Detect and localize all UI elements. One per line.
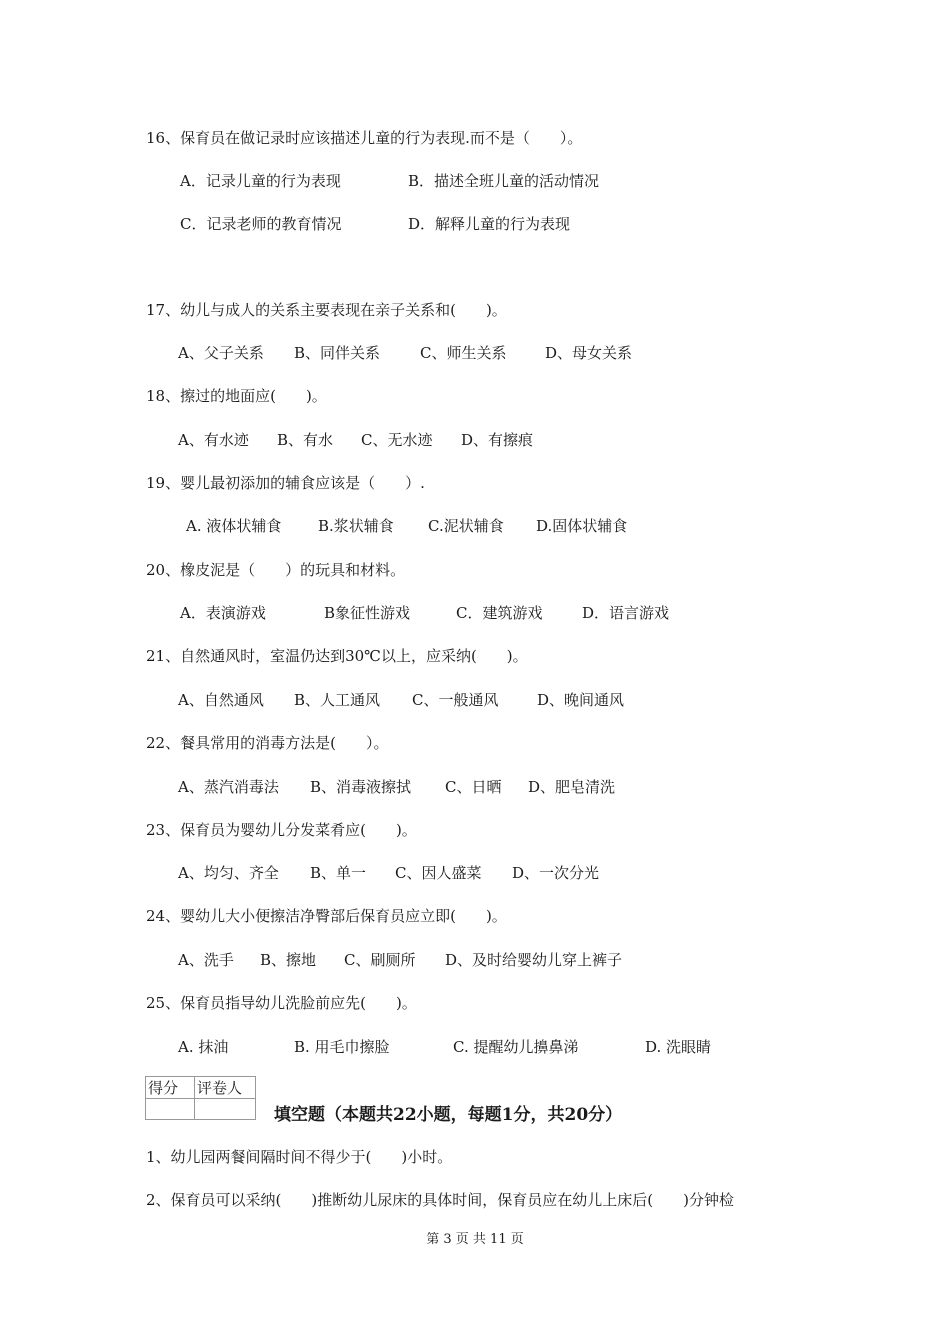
- option-b: B、有水: [277, 431, 334, 449]
- option-a: A、蒸汽消毒法: [178, 778, 279, 796]
- fill-question-1: 1、幼儿园两餐间隔时间不得少于( )小时。: [146, 1148, 453, 1166]
- question-23: 23、保育员为婴幼儿分发菜肴应( )。: [146, 821, 417, 839]
- option-b: B．描述全班儿童的活动情况: [408, 172, 600, 190]
- question-22: 22、餐具常用的消毒方法是( ）。: [146, 734, 389, 752]
- question-16-options-row-1: [180, 171, 780, 191]
- score-table: [145, 1076, 256, 1120]
- option-d: D. 洗眼睛: [645, 1038, 712, 1056]
- question-18-options: [178, 430, 778, 450]
- question-18: 18、擦过的地面应( )。: [146, 387, 327, 405]
- option-c: C、因人盛菜: [395, 864, 482, 882]
- option-d: D、肥皂清洗: [528, 778, 616, 796]
- question-21: 21、自然通风时，室温仍达到30℃以上，应采纳( )。: [146, 647, 528, 665]
- option-a: A、自然通风: [178, 691, 264, 709]
- option-c: C、日晒: [445, 778, 502, 796]
- option-c: C. 提醒幼儿擤鼻涕: [453, 1038, 579, 1056]
- score-cell[interactable]: [146, 1099, 195, 1120]
- question-17-options: [178, 343, 778, 363]
- option-b: B. 用毛巾擦脸: [294, 1038, 390, 1056]
- option-a: A、父子关系: [178, 344, 264, 362]
- option-a: A、洗手: [178, 951, 234, 969]
- question-19: 19、婴儿最初添加的辅食应该是（ ）.: [146, 474, 425, 492]
- grader-label: 评卷人: [195, 1077, 256, 1099]
- option-d: D．解释儿童的行为表现: [408, 215, 571, 233]
- question-16: 16、保育员在做记录时应该描述儿童的行为表现.而不是（ ）。: [146, 129, 583, 147]
- option-b: B.浆状辅食: [318, 517, 394, 535]
- question-19-options: [186, 516, 786, 536]
- option-b: B、单一: [310, 864, 367, 882]
- option-d: D、及时给婴幼儿穿上裤子: [445, 951, 623, 969]
- option-d: D、一次分光: [512, 864, 600, 882]
- option-d: D.固体状辅食: [536, 517, 628, 535]
- question-20: 20、橡皮泥是（ ）的玩具和材料。: [146, 561, 406, 579]
- option-b: B象征性游戏: [324, 604, 411, 622]
- option-b: B、人工通风: [294, 691, 381, 709]
- option-d: D、晚间通风: [537, 691, 625, 709]
- section-title: 填空题（本题共22小题，每题1分，共20分）: [274, 1105, 623, 1125]
- option-a: A. 液体状辅食: [186, 517, 282, 535]
- question-21-options: [178, 690, 778, 710]
- question-25-options: [178, 1037, 798, 1057]
- option-c: C、刷厕所: [344, 951, 416, 969]
- option-c: C、一般通风: [412, 691, 499, 709]
- option-c: C、无水迹: [361, 431, 433, 449]
- option-a: A. 抹油: [178, 1038, 229, 1056]
- question-20-options: [180, 603, 800, 623]
- fill-question-2: 2、保育员可以采纳( )推断幼儿尿床的具体时间，保育员应在幼儿上床后( )分钟检: [146, 1191, 734, 1209]
- option-a: A、有水迹: [178, 431, 249, 449]
- option-c: C．记录老师的教育情况: [180, 215, 342, 233]
- question-17: 17、幼儿与成人的关系主要表现在亲子关系和( )。: [146, 301, 507, 319]
- question-23-options: [178, 863, 778, 883]
- option-b: B、同伴关系: [294, 344, 381, 362]
- score-label: 得分: [146, 1077, 195, 1099]
- grader-cell[interactable]: [195, 1099, 256, 1120]
- option-b: B、擦地: [260, 951, 317, 969]
- question-16-options-row-2: [180, 214, 780, 234]
- option-a: A．表演游戏: [180, 604, 266, 622]
- option-c: C、师生关系: [420, 344, 507, 362]
- option-d: D、有擦痕: [461, 431, 534, 449]
- option-a: A、均匀、齐全: [178, 864, 279, 882]
- page-footer: 第 3 页 共 11 页: [426, 1232, 524, 1247]
- option-b: B、消毒液擦拭: [310, 778, 412, 796]
- option-a: A．记录儿童的行为表现: [180, 172, 341, 190]
- question-24-options: [178, 950, 778, 970]
- option-d: D、母女关系: [545, 344, 633, 362]
- question-25: 25、保育员指导幼儿洗脸前应先( )。: [146, 994, 417, 1012]
- question-24: 24、婴幼儿大小便擦洁净臀部后保育员应立即( )。: [146, 907, 507, 925]
- option-c: C.泥状辅食: [428, 517, 504, 535]
- question-22-options: [178, 777, 778, 797]
- option-d: D．语言游戏: [582, 604, 670, 622]
- option-c: C．建筑游戏: [456, 604, 543, 622]
